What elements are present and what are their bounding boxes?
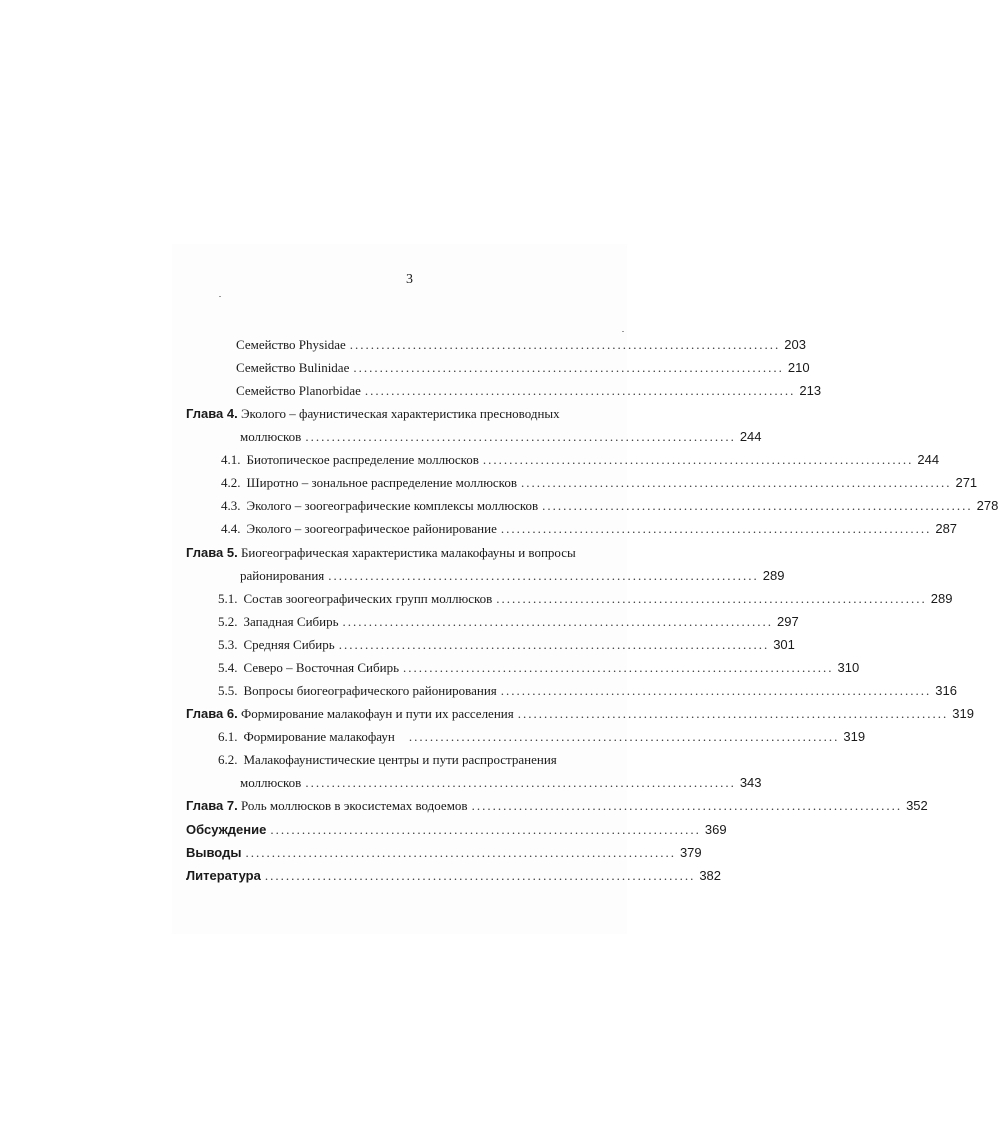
- section-number: 4.3.: [221, 498, 241, 513]
- toc-entry-page: 319: [952, 706, 974, 721]
- section-number: 5.5.: [218, 683, 238, 698]
- leader-dots: ..................................................................................: [471, 798, 903, 813]
- toc-entry[interactable]: [221, 521, 958, 537]
- leader-dots: ..................................................................................: [245, 845, 676, 860]
- toc-entry[interactable]: [240, 775, 762, 791]
- toc-entry-page: 287: [935, 521, 958, 536]
- toc-entry-page: 210: [787, 360, 810, 375]
- toc-entry-page: 343: [739, 775, 762, 790]
- toc-entry[interactable]: [218, 752, 557, 768]
- chapter-label: Выводы: [186, 845, 242, 860]
- chapter-label: Литература: [186, 868, 261, 883]
- scan-speck: [622, 331, 624, 332]
- toc-entry[interactable]: [218, 683, 957, 699]
- toc-entry[interactable]: [236, 360, 810, 376]
- section-number: 4.2.: [221, 475, 241, 490]
- chapter-title: Биогеографическая характеристика малакофауны и вопросы: [240, 545, 576, 560]
- toc-entry-title: моллюсков: [240, 429, 302, 444]
- section-number: 5.2.: [218, 614, 238, 629]
- toc-chapter-heading[interactable]: [186, 706, 974, 722]
- toc-entry-page: 301: [773, 637, 795, 652]
- toc-entry-page: 244: [917, 452, 940, 467]
- leader-dots: ..................................................................................: [353, 360, 784, 375]
- section-number: 6.2.: [218, 752, 238, 767]
- toc-entry-page: 213: [799, 383, 822, 398]
- toc-entry-title: Вопросы биогеографического районирования: [243, 683, 497, 698]
- toc-entry-title: Семейство Physidae: [236, 337, 346, 352]
- toc-entry-title: Семейство Bulinidae: [236, 360, 350, 375]
- leader-dots: ..................................................................................: [342, 614, 774, 629]
- toc-chapter-heading[interactable]: [186, 545, 576, 561]
- leader-dots: ..................................................................................: [496, 591, 927, 606]
- toc-entry-page: 379: [679, 845, 702, 860]
- toc-entry-page: 382: [699, 868, 722, 883]
- leader-dots: ..................................................................................: [270, 822, 701, 837]
- section-number: 5.4.: [218, 660, 238, 675]
- toc-entry-page: 352: [906, 798, 928, 813]
- leader-dots: ..................................................................................: [338, 637, 770, 652]
- toc-entry-title: Биотопическое распределение моллюсков: [246, 452, 479, 467]
- toc-entry[interactable]: [240, 429, 762, 445]
- toc-entry[interactable]: [218, 591, 953, 607]
- chapter-title: Эколого – фаунистическая характеристика пресноводных: [240, 406, 560, 421]
- leader-dots: ..................................................................................: [349, 337, 781, 352]
- toc-entry-page: 271: [955, 475, 978, 490]
- leader-dots: ..................................................................................: [542, 498, 973, 513]
- leader-dots: ..................................................................................: [520, 475, 952, 490]
- toc-entry-page: 244: [739, 429, 762, 444]
- toc-chapter-heading[interactable]: [186, 798, 928, 814]
- toc-entry-page: 289: [762, 568, 785, 583]
- leader-dots: ..................................................................................: [264, 868, 696, 883]
- toc-entry-title: Северо – Восточная Сибирь: [243, 660, 399, 675]
- toc-entry[interactable]: [218, 614, 799, 630]
- toc-entry[interactable]: [218, 660, 860, 676]
- toc-entry-title: районирования: [240, 568, 325, 583]
- toc-entry[interactable]: [218, 729, 866, 745]
- chapter-label: Глава 6.: [186, 706, 238, 721]
- toc-chapter-heading[interactable]: [186, 406, 560, 422]
- toc-chapter-heading[interactable]: [186, 868, 722, 884]
- toc-entry[interactable]: [221, 475, 978, 491]
- toc-entry-page: 297: [777, 614, 799, 629]
- section-number: 6.1.: [218, 729, 238, 744]
- toc-entry-title: Формирование малакофаун: [243, 729, 395, 744]
- leader-dots: ..................................................................................: [408, 729, 840, 744]
- section-number: 5.3.: [218, 637, 238, 652]
- toc-entry[interactable]: [236, 383, 822, 399]
- toc-entry-title: Широтно – зональное распределение моллюсков: [246, 475, 517, 490]
- toc-entry-title: Эколого – зоогеографическое районирование: [246, 521, 497, 536]
- toc-entry[interactable]: [221, 498, 998, 514]
- leader-dots: ..................................................................................: [500, 683, 932, 698]
- chapter-label: Глава 7.: [186, 798, 238, 813]
- toc-entry-title: Семейство Planorbidae: [236, 383, 361, 398]
- toc-entry-title: Состав зоогеографических групп моллюсков: [243, 591, 493, 606]
- toc-entry-page: 369: [704, 822, 727, 837]
- toc-entry[interactable]: [236, 337, 806, 353]
- scan-speck: [219, 296, 221, 297]
- toc-chapter-heading[interactable]: [186, 822, 727, 838]
- chapter-label: Обсуждение: [186, 822, 267, 837]
- toc-entry-page: 203: [784, 337, 806, 352]
- leader-dots: ..................................................................................: [305, 429, 736, 444]
- chapter-label: Глава 5.: [186, 545, 238, 560]
- leader-dots: ..................................................................................: [500, 521, 932, 536]
- leader-dots: ..................................................................................: [364, 383, 796, 398]
- leader-dots: ..................................................................................: [328, 568, 759, 583]
- toc-entry[interactable]: [240, 568, 785, 584]
- leader-dots: ..................................................................................: [305, 775, 736, 790]
- toc-entry-page: 289: [930, 591, 953, 606]
- chapter-title: Роль моллюсков в экосистемах водоемов: [240, 798, 468, 813]
- toc-entry-title: Эколого – зоогеографические комплексы моллюсков: [246, 498, 539, 513]
- toc-entry[interactable]: [218, 637, 795, 653]
- toc-entry-title: моллюсков: [240, 775, 302, 790]
- toc-entry[interactable]: [221, 452, 940, 468]
- toc-entry-page: 278: [976, 498, 998, 513]
- toc-chapter-heading[interactable]: [186, 845, 702, 861]
- leader-dots: ..................................................................................: [482, 452, 914, 467]
- leader-dots: ..................................................................................: [517, 706, 949, 721]
- toc-entry-title: Западная Сибирь: [243, 614, 339, 629]
- leader-dots: ..................................................................................: [403, 660, 834, 675]
- section-number: 4.1.: [221, 452, 241, 467]
- toc-entry-title: Малакофаунистические центры и пути распространения: [243, 752, 557, 767]
- section-number: 4.4.: [221, 521, 241, 536]
- chapter-label: Глава 4.: [186, 406, 238, 421]
- chapter-title: Формирование малакофаун и пути их расселения: [240, 706, 514, 721]
- section-number: 5.1.: [218, 591, 238, 606]
- page-number: 3: [406, 272, 413, 287]
- toc-entry-page: 310: [837, 660, 860, 675]
- toc-entry-title: Средняя Сибирь: [243, 637, 335, 652]
- toc-entry-page: 316: [935, 683, 957, 698]
- toc-entry-page: 319: [843, 729, 866, 744]
